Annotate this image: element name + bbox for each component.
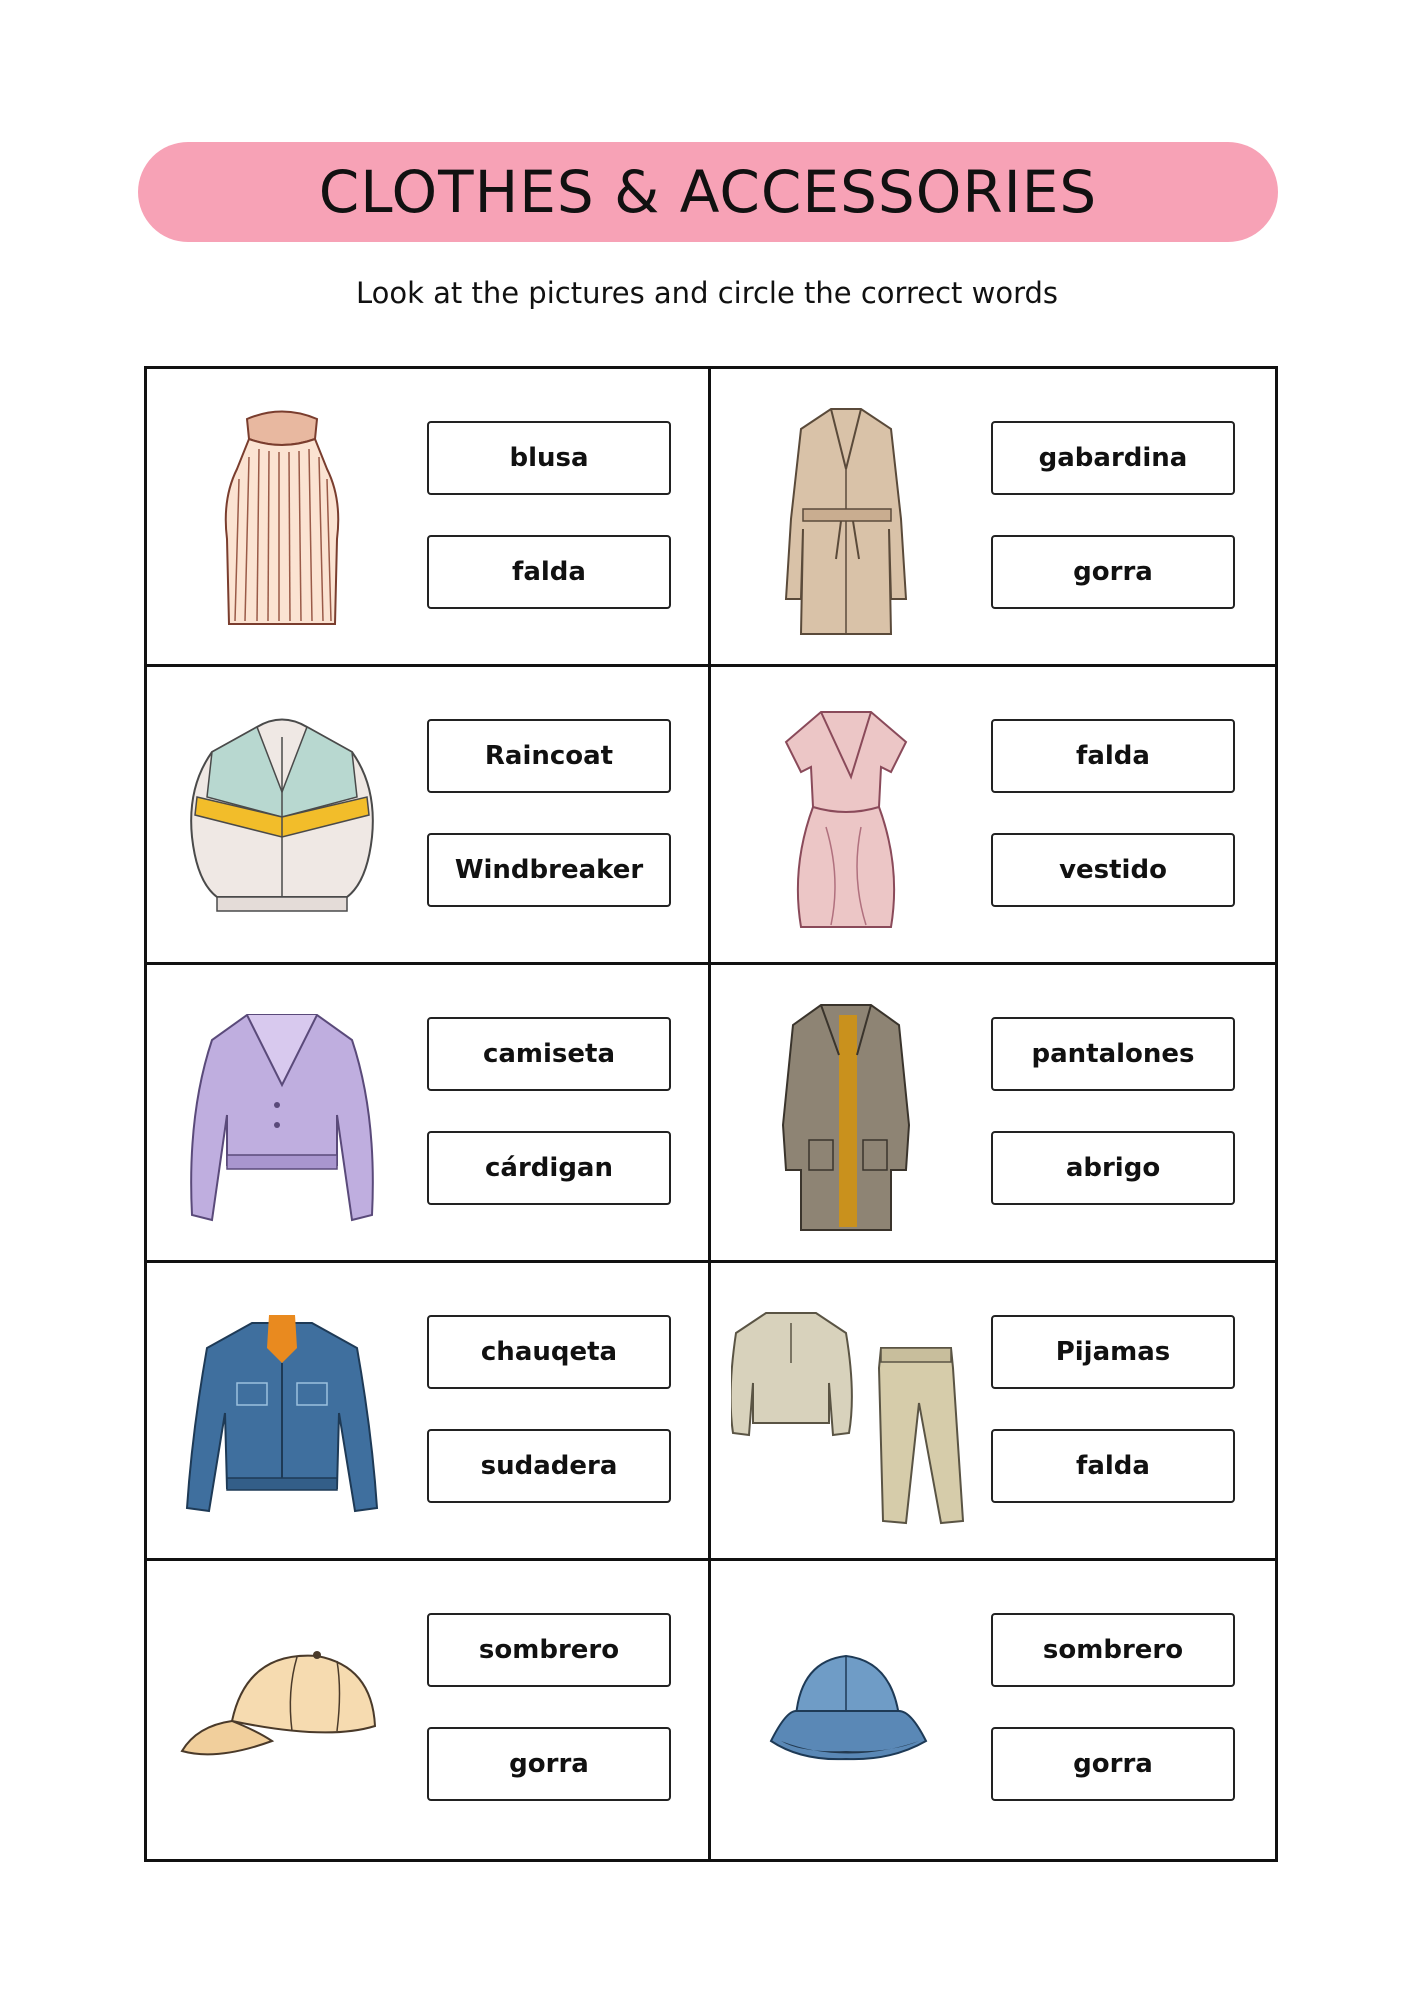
option-2[interactable]: gorra [991, 1727, 1235, 1801]
option-1[interactable]: Pijamas [991, 1315, 1235, 1389]
option-1[interactable]: sombrero [991, 1613, 1235, 1687]
option-1[interactable]: camiseta [427, 1017, 671, 1091]
option-2[interactable]: vestido [991, 833, 1235, 907]
option-2[interactable]: gorra [427, 1727, 671, 1801]
exercise-cell [147, 667, 711, 965]
option-2[interactable]: abrigo [991, 1131, 1235, 1205]
exercise-cell [147, 1561, 711, 1859]
option-1[interactable]: chauqeta [427, 1315, 671, 1389]
denim-jacket-icon [177, 1293, 387, 1533]
instructions: Look at the pictures and circle the correct words [355, 276, 1059, 310]
exercise-cell [711, 667, 1275, 965]
halter-top-icon [177, 399, 387, 639]
option-1[interactable]: gabardina [991, 421, 1235, 495]
exercise-cell [711, 965, 1275, 1263]
option-1[interactable]: Raincoat [427, 719, 671, 793]
bucket-hat-icon [741, 1591, 951, 1831]
exercise-grid [144, 366, 1278, 1862]
baseball-cap-icon [177, 1591, 387, 1831]
option-1[interactable]: pantalones [991, 1017, 1235, 1091]
exercise-cell [711, 1263, 1275, 1561]
option-1[interactable]: blusa [427, 421, 671, 495]
option-2[interactable]: falda [427, 535, 671, 609]
exercise-cell [147, 965, 711, 1263]
option-2[interactable]: Windbreaker [427, 833, 671, 907]
option-2[interactable]: falda [991, 1429, 1235, 1503]
page-title: CLOTHES & ACCESSORIES [318, 158, 1098, 226]
wrap-dress-icon [741, 697, 951, 937]
option-2[interactable]: cárdigan [427, 1131, 671, 1205]
option-1[interactable]: sombrero [427, 1613, 671, 1687]
exercise-cell [147, 369, 711, 667]
title-banner [138, 142, 1278, 242]
cardigan-icon [177, 995, 387, 1235]
trench-coat-icon [741, 399, 951, 639]
windbreaker-icon [177, 697, 387, 937]
option-2[interactable]: sudadera [427, 1429, 671, 1503]
exercise-cell [711, 1561, 1275, 1859]
option-1[interactable]: falda [991, 719, 1235, 793]
exercise-cell [711, 369, 1275, 667]
long-coat-icon [741, 995, 951, 1235]
pajamas-icon [731, 1293, 971, 1533]
exercise-cell [147, 1263, 711, 1561]
option-2[interactable]: gorra [991, 535, 1235, 609]
